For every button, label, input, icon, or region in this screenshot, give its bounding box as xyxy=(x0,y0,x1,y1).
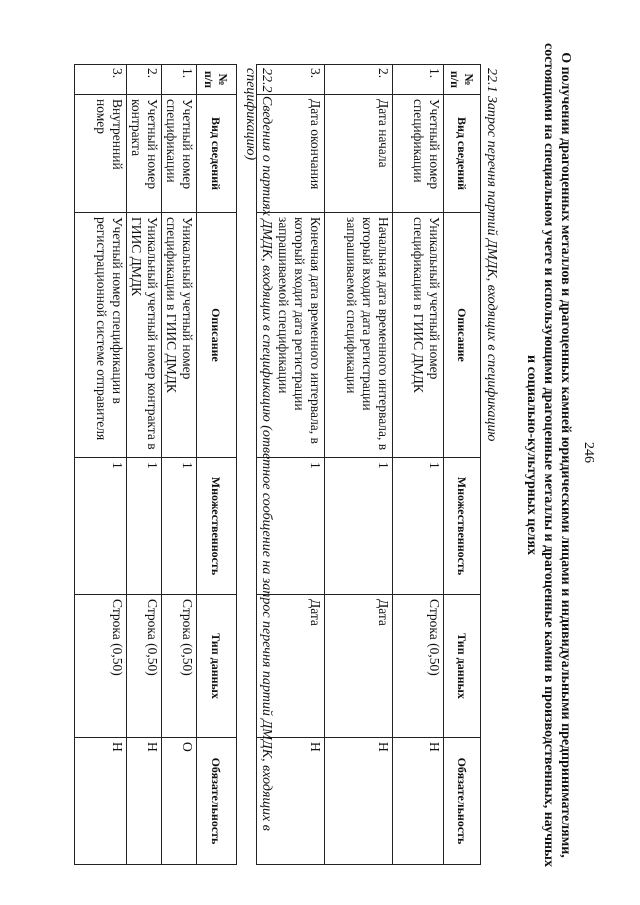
cell-multiplicity: 1 xyxy=(75,458,127,595)
cell-description: Уникальный учетный номер спецификации в ГИИС ДМДК xyxy=(162,213,197,458)
cell-multiplicity: 1 xyxy=(393,458,444,595)
cell-required: Н xyxy=(393,738,444,865)
cell-kind: Учетный номер контракта xyxy=(127,95,162,213)
table1-caption: 22.1 Запрос перечня партий ДМДК, входящих в спецификацию xyxy=(484,68,499,442)
cell-number: 2. xyxy=(325,65,393,95)
table-row xyxy=(162,65,197,865)
column-header-description: Описание xyxy=(197,213,237,458)
cell-description: Учетный номер спецификации в регистрационной системе отправителя xyxy=(75,213,127,458)
column-header-data-type: Тип данных xyxy=(444,595,481,738)
column-header-multiplicity: Множественность xyxy=(444,458,481,595)
cell-data-type: Строка (0,50) xyxy=(75,595,127,738)
cell-data-type: Дата xyxy=(325,595,393,738)
column-header-required: Обязательность xyxy=(444,738,481,865)
page-number: 246 xyxy=(581,442,596,463)
cell-multiplicity: 1 xyxy=(325,458,393,595)
column-header-multiplicity: Множественность xyxy=(197,458,237,595)
column-header-required: Обязательность xyxy=(197,738,237,865)
cell-multiplicity: 1 xyxy=(127,458,162,595)
cell-description: Уникальный учетный номер контракта в ГИИС ДМДК xyxy=(127,213,162,458)
cell-number: 1. xyxy=(393,65,444,95)
cell-kind: Учетный номер спецификации xyxy=(393,95,444,213)
cell-kind: Дата начала xyxy=(325,95,393,213)
cell-description: Уникальный учетный номер спецификации в ГИИС ДМДК xyxy=(393,213,444,458)
cell-number: 1. xyxy=(162,65,197,95)
cell-multiplicity: 1 xyxy=(162,458,197,595)
cell-number: 3. xyxy=(257,65,325,95)
cell-kind: Внутренний номер xyxy=(75,95,127,213)
cell-kind: Учетный номер спецификации xyxy=(162,95,197,213)
cell-required: О xyxy=(162,738,197,865)
cell-data-type: Дата xyxy=(257,595,325,738)
cell-required: Н xyxy=(127,738,162,865)
cell-data-type: Строка (0,50) xyxy=(127,595,162,738)
cell-description: Начальная дата временного интервала, в который входит дата регистрации запрашиваемой спецификации xyxy=(325,213,393,458)
cell-multiplicity: 1 xyxy=(257,458,325,595)
cell-required: Н xyxy=(257,738,325,865)
table-row xyxy=(127,65,162,865)
cell-data-type: Строка (0,50) xyxy=(393,595,444,738)
table-row xyxy=(325,65,393,865)
column-header-kind: Вид сведений xyxy=(197,95,237,213)
cell-required: Н xyxy=(75,738,127,865)
column-header-number: № п/п xyxy=(444,65,481,95)
document-title: О получении драгоценных металлов и драгоценных камней юридическими лицами и индивидуальными предпринимателями, состоящими на специальном учете и использующими драгоценные металлы и драгоценные камни в производственных, научных и социально-культурных целях xyxy=(524,43,573,867)
table-row xyxy=(75,65,127,865)
cell-data-type: Строка (0,50) xyxy=(162,595,197,738)
cell-number: 3. xyxy=(75,65,127,95)
cell-number: 2. xyxy=(127,65,162,95)
cell-kind: Дата окончания xyxy=(257,95,325,213)
column-header-kind: Вид сведений xyxy=(444,95,481,213)
table-header-row xyxy=(197,65,237,865)
column-header-data-type: Тип данных xyxy=(197,595,237,738)
cell-description: Конечная дата временного интервала, в который входит дата регистрации запрашиваемой спецификации xyxy=(257,213,325,458)
column-header-description: Описание xyxy=(444,213,481,458)
column-header-number: № п/п xyxy=(197,65,237,95)
table-specification-query xyxy=(256,64,481,865)
table-specification-batches xyxy=(74,64,237,865)
table-header-row xyxy=(444,65,481,865)
table-row xyxy=(393,65,444,865)
table2-caption: 22.2 Сведения о партиях ДМДК, входящих в спецификацию (ответное сообщение на запрос перечня партий ДМДК, входящих в спецификацию) xyxy=(243,68,274,831)
cell-required: Н xyxy=(325,738,393,865)
